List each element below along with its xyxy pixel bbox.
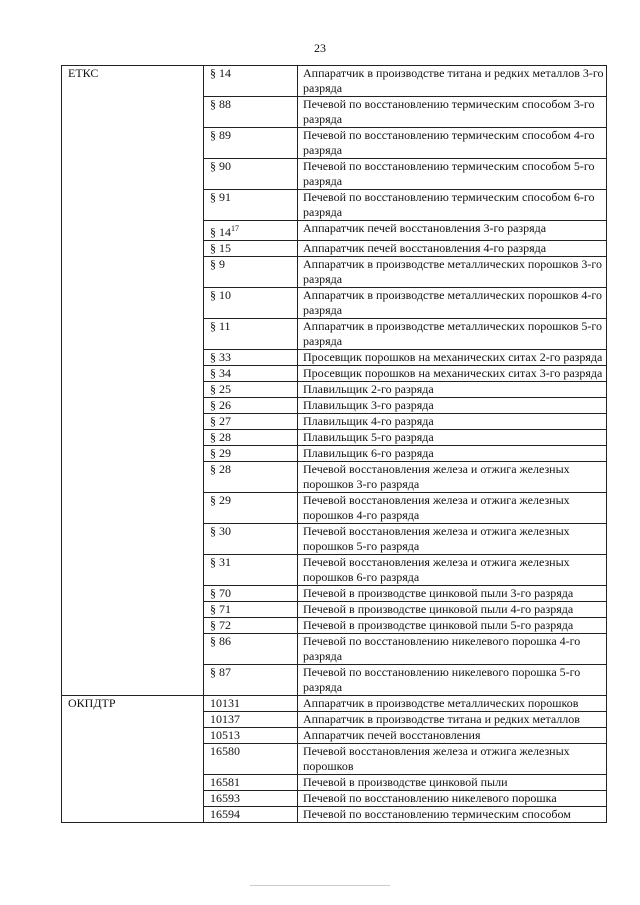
code-cell — [204, 524, 298, 555]
code-cell — [204, 350, 298, 366]
table-body — [62, 66, 607, 823]
code-text: § 72 — [210, 618, 231, 632]
code-text: § 86 — [210, 634, 231, 648]
code-cell — [204, 634, 298, 665]
description-cell: Печевой по восстановлению никелевого порошка 5-го разряда — [298, 665, 607, 696]
code-cell — [204, 221, 298, 241]
description-cell: Печевой по восстановлению термическим способом 5-го разряда — [298, 159, 607, 190]
description-cell: Печевой восстановления железа и отжига железных порошков 4-го разряда — [298, 493, 607, 524]
scan-edge-line — [250, 885, 390, 886]
description-cell: Печевой по восстановлению никелевого порошка 4-го разряда — [298, 634, 607, 665]
code-text: § 28 — [210, 430, 231, 444]
description-cell: Аппаратчик в производстве титана и редких металлов 3-го разряда — [298, 66, 607, 97]
code-cell — [204, 128, 298, 159]
description-cell: Плавильщик 3-го разряда — [298, 398, 607, 414]
code-cell — [204, 555, 298, 586]
description-cell: Печевой в производстве цинковой пыли 5-го разряда — [298, 618, 607, 634]
code-text: § 88 — [210, 97, 231, 111]
code-cell — [204, 462, 298, 493]
code-text: § 29 — [210, 446, 231, 460]
code-cell — [204, 712, 298, 728]
description-cell: Печевой в производстве цинковой пыли 3-го разряда — [298, 586, 607, 602]
code-superscript: 17 — [231, 224, 239, 233]
description-cell: Печевой восстановления железа и отжига железных порошков 6-го разряда — [298, 555, 607, 586]
code-cell — [204, 807, 298, 823]
code-text: § 14 — [210, 66, 231, 80]
page-number: 23 — [314, 41, 326, 55]
code-text: § 90 — [210, 159, 231, 173]
code-cell — [204, 791, 298, 807]
code-text: § 27 — [210, 414, 231, 428]
code-cell — [204, 398, 298, 414]
code-cell — [204, 665, 298, 696]
code-text: § 25 — [210, 382, 231, 396]
description-cell: Плавильщик 5-го разряда — [298, 430, 607, 446]
description-cell: Просевщик порошков на механических ситах 2-го разряда — [298, 350, 607, 366]
description-cell: Печевой по восстановлению термическим способом 6-го разряда — [298, 190, 607, 221]
code-cell — [204, 241, 298, 257]
code-text: § 11 — [210, 319, 231, 333]
code-cell — [204, 586, 298, 602]
description-cell: Печевой в производстве цинковой пыли — [298, 775, 607, 791]
code-text: § 29 — [210, 493, 231, 507]
description-cell: Печевой по восстановлению никелевого порошка — [298, 791, 607, 807]
code-cell — [204, 775, 298, 791]
code-text: § 26 — [210, 398, 231, 412]
code-cell — [204, 414, 298, 430]
code-text: § 70 — [210, 586, 231, 600]
code-text: § 9 — [210, 257, 225, 271]
code-cell — [204, 728, 298, 744]
code-text: 16593 — [210, 791, 240, 805]
code-text: § 30 — [210, 524, 231, 538]
code-text: § 89 — [210, 128, 231, 142]
code-text: § 28 — [210, 462, 231, 476]
description-cell: Аппаратчик печей восстановления 4-го разряда — [298, 241, 607, 257]
classification-table — [61, 65, 607, 823]
code-text: 16581 — [210, 775, 240, 789]
description-cell: Печевой восстановления железа и отжига железных порошков 5-го разряда — [298, 524, 607, 555]
group-name-cell: ЕТКС — [62, 66, 204, 696]
code-cell — [204, 382, 298, 398]
code-cell — [204, 366, 298, 382]
description-cell: Печевой по восстановлению термическим способом 3-го разряда — [298, 97, 607, 128]
description-cell: Просевщик порошков на механических ситах 3-го разряда — [298, 366, 607, 382]
group-name-cell: ОКПДТР — [62, 696, 204, 823]
code-cell — [204, 618, 298, 634]
description-cell: Печевой по восстановлению термическим способом 4-го разряда — [298, 128, 607, 159]
description-cell: Аппаратчик в производстве металлических порошков 3-го разряда — [298, 257, 607, 288]
description-cell: Печевой восстановления железа и отжига железных порошков 3-го разряда — [298, 462, 607, 493]
code-text: 16594 — [210, 807, 240, 821]
code-cell — [204, 744, 298, 775]
code-text: § 87 — [210, 665, 231, 679]
code-text: § 15 — [210, 241, 231, 255]
code-cell — [204, 430, 298, 446]
description-cell: Печевой по восстановлению термическим способом — [298, 807, 607, 823]
code-text: § 31 — [210, 555, 231, 569]
code-cell — [204, 493, 298, 524]
description-cell: Аппаратчик печей восстановления — [298, 728, 607, 744]
code-cell — [204, 159, 298, 190]
code-text: § 10 — [210, 288, 231, 302]
code-cell — [204, 97, 298, 128]
code-text: 10137 — [210, 712, 240, 726]
description-cell: Аппаратчик в производстве металлических порошков — [298, 696, 607, 712]
description-cell: Печевой в производстве цинковой пыли 4-го разряда — [298, 602, 607, 618]
code-cell — [204, 257, 298, 288]
table-row — [62, 66, 607, 97]
description-cell: Печевой восстановления железа и отжига железных порошков — [298, 744, 607, 775]
description-cell: Аппаратчик печей восстановления 3-го разряда — [298, 221, 607, 241]
code-cell — [204, 66, 298, 97]
code-text: § 33 — [210, 350, 231, 364]
description-cell: Плавильщик 2-го разряда — [298, 382, 607, 398]
code-text: § 71 — [210, 602, 231, 616]
table-row — [62, 696, 607, 712]
code-text: § 14 — [210, 225, 231, 239]
code-text: 10131 — [210, 696, 240, 710]
code-text: § 91 — [210, 190, 231, 204]
code-cell — [204, 696, 298, 712]
code-cell — [204, 319, 298, 350]
code-cell — [204, 602, 298, 618]
code-text: § 34 — [210, 366, 231, 380]
description-cell: Аппаратчик в производстве титана и редких металлов — [298, 712, 607, 728]
description-cell: Плавильщик 6-го разряда — [298, 446, 607, 462]
description-cell: Аппаратчик в производстве металлических порошков 4-го разряда — [298, 288, 607, 319]
code-cell — [204, 446, 298, 462]
code-text: 10513 — [210, 728, 240, 742]
description-cell: Аппаратчик в производстве металлических порошков 5-го разряда — [298, 319, 607, 350]
code-cell — [204, 288, 298, 319]
code-cell — [204, 190, 298, 221]
description-cell: Плавильщик 4-го разряда — [298, 414, 607, 430]
code-text: 16580 — [210, 744, 240, 758]
